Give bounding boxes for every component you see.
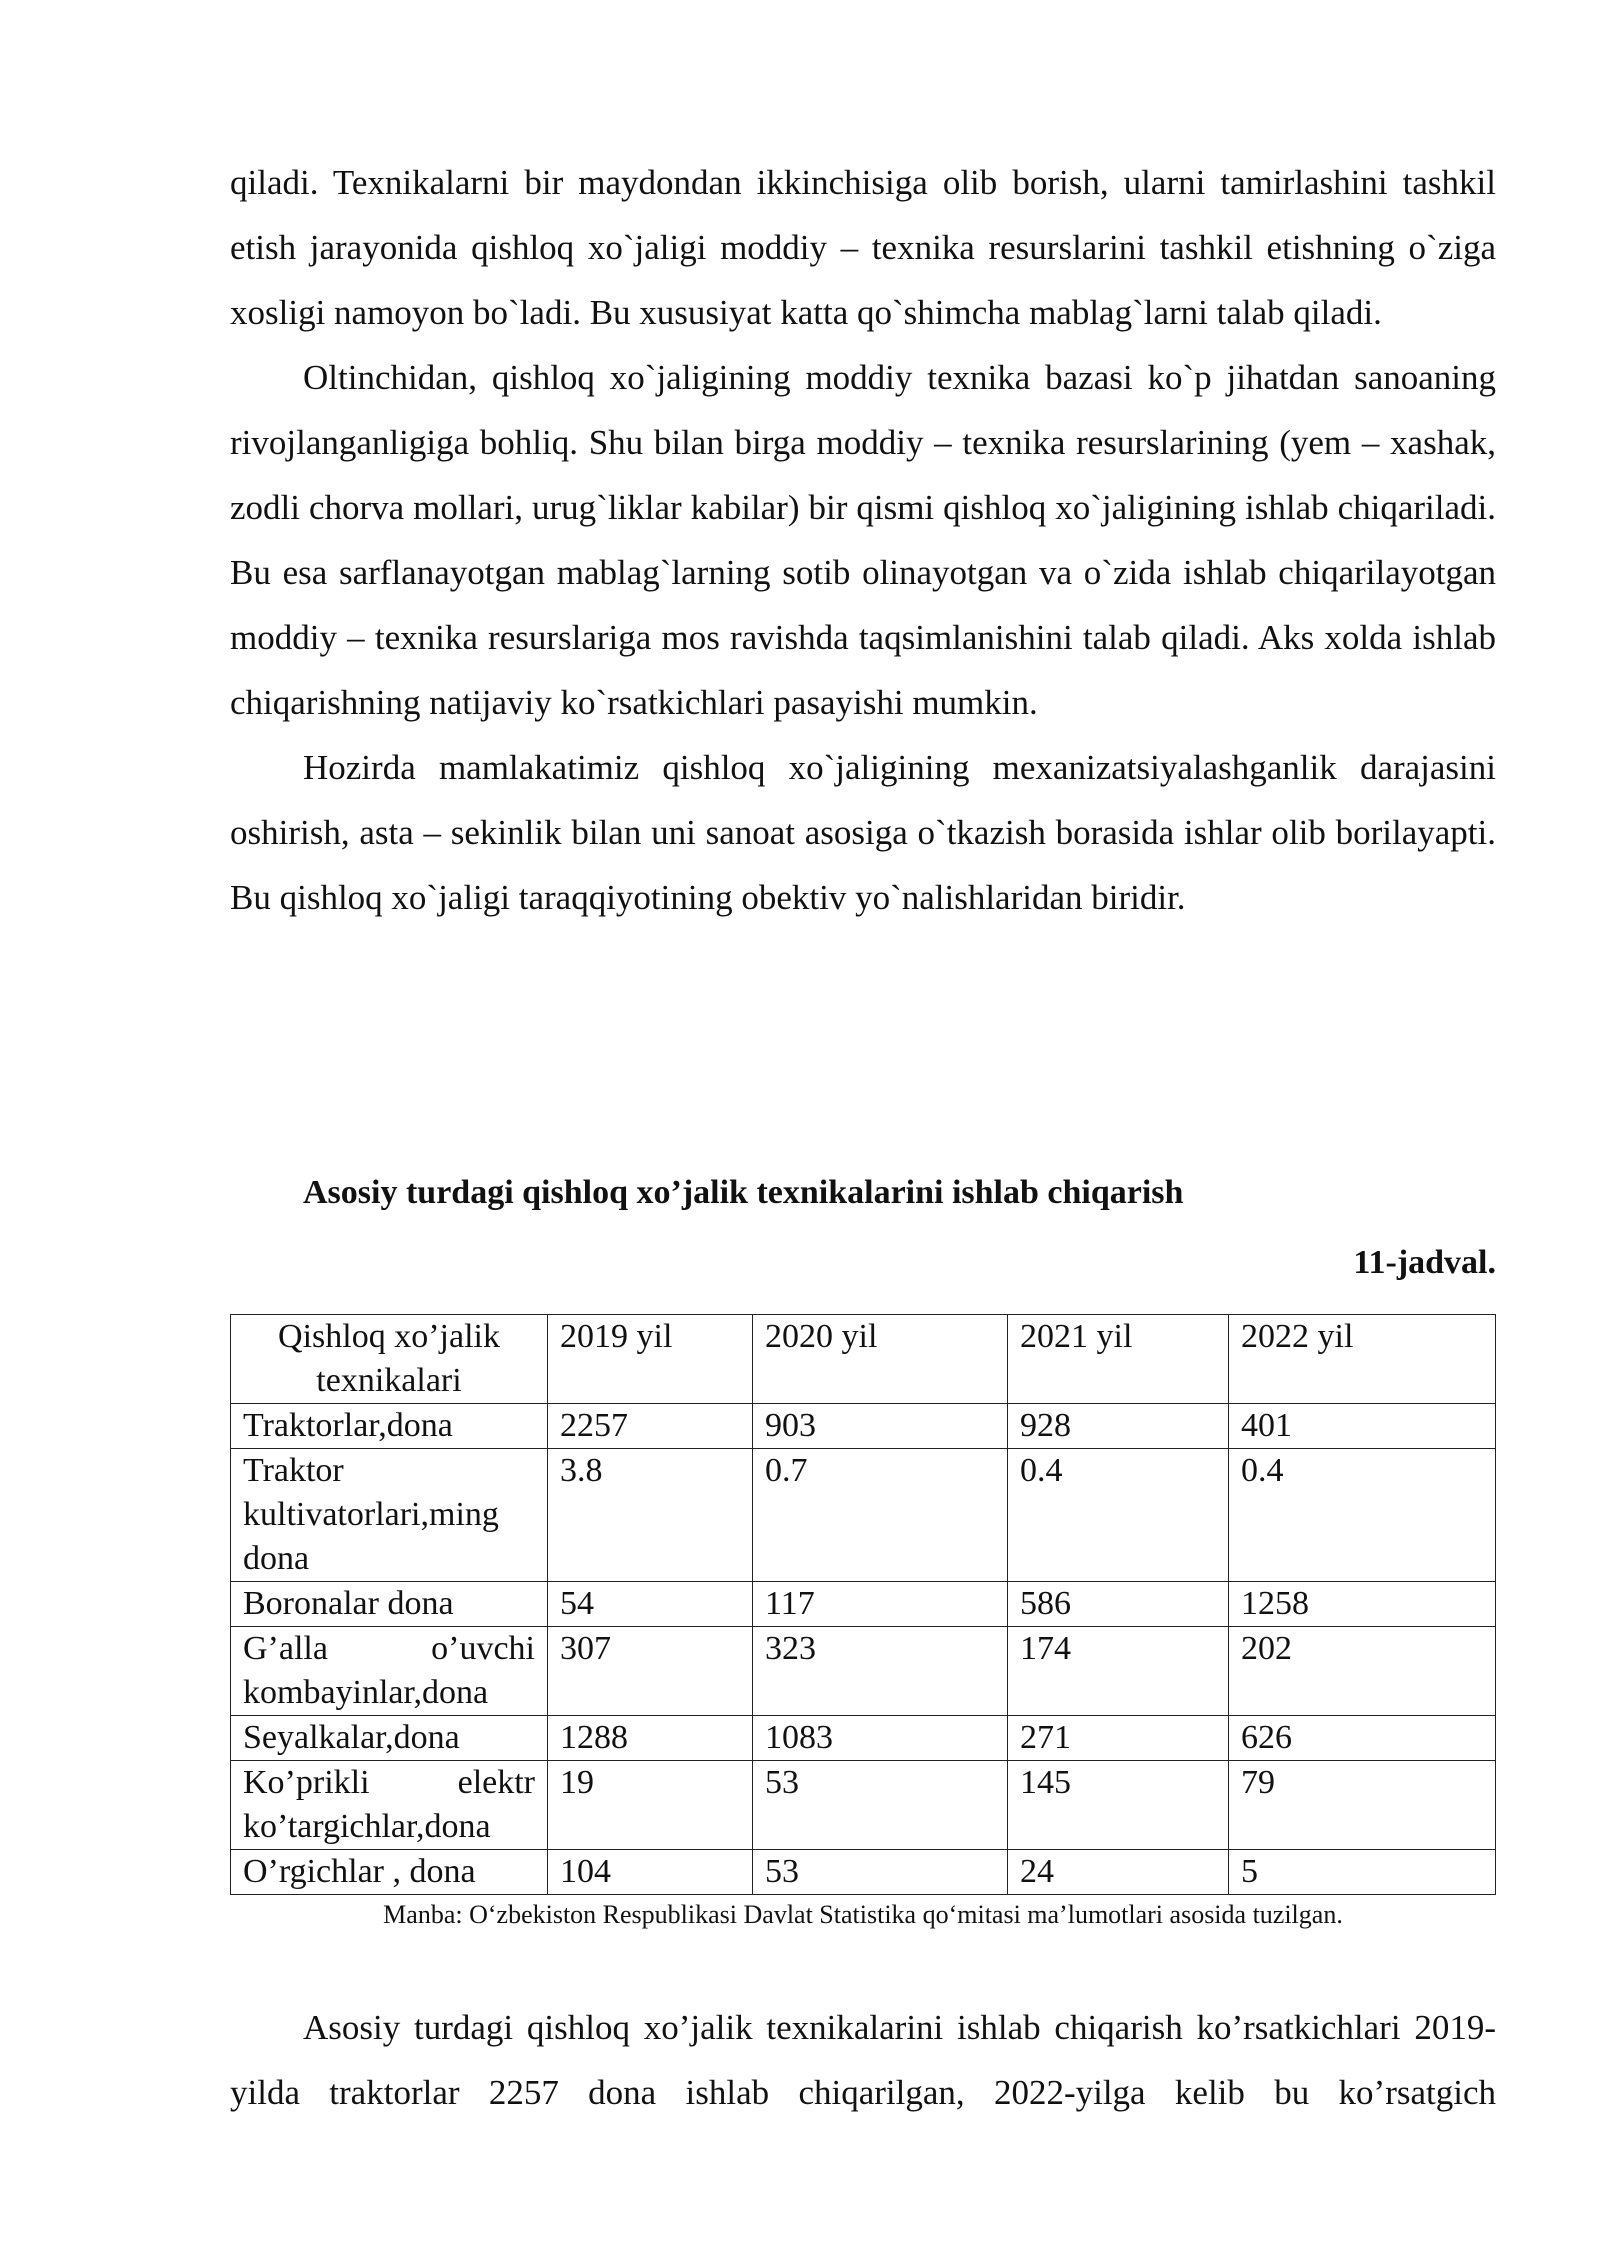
cell-value: 928: [1008, 1404, 1229, 1449]
header-cell-2020: 2020 yil: [753, 1315, 1008, 1404]
paragraph-oltinchidan: Oltinchidan, qishloq xo`jaligining moddiy texnika bazasi ko`p jihatdan sanoaning rivojlanganligiga bohliq. Shu bilan birga moddiy – texnika resurslarining (yem – xashak, zodli chorva mollari, urug`liklar kabilar) bir qismi qishloq xo`jaligining ishlab chiqariladi. Bu esa sarflanayotgan mablag`larning sotib olinayotgan va o`zida ishlab chiqarilayotgan moddiy – texnika resurslariga mos ravishda taqsimlanishini talab qiladi. Aks xolda ishlab chiqarishning natijaviy ko`rsatkichlari pasayishi mumkin.: [230, 358, 1496, 722]
cell-value: 79: [1229, 1761, 1496, 1850]
cell-value: 626: [1229, 1716, 1496, 1761]
cell-value: 271: [1008, 1716, 1229, 1761]
production-table: [230, 1314, 1496, 1895]
cell-value: 1258: [1229, 1582, 1496, 1627]
cell-value: 24: [1008, 1850, 1229, 1895]
cell-value: 53: [753, 1850, 1008, 1895]
cell-value: 19: [548, 1761, 753, 1850]
document-page: [230, 150, 1496, 2112]
row-label: Traktorlar,dona: [231, 1404, 548, 1449]
header-cell-2021: 2021 yil: [1008, 1315, 1229, 1404]
paragraph-continuation: qiladi. Texnikalarni bir maydondan ikkinchisiga olib borish, ularni tamirlashini tashkil etish jarayonida qishloq xo`jaligi moddiy – texnika resurslarini tashkil etishning o`ziga xosligi namoyon bo`ladi. Bu xususiyat katta qo`shimcha mablag`larni talab qiladi.: [230, 163, 1496, 332]
cell-value: 145: [1008, 1761, 1229, 1850]
table-row: [231, 1716, 1496, 1761]
row-label: Boronalar dona: [231, 1582, 548, 1627]
cell-value: 2257: [548, 1404, 753, 1449]
cell-value: 104: [548, 1850, 753, 1895]
table-label: 11-jadval.: [1353, 1244, 1496, 1281]
table-row: [231, 1449, 1496, 1582]
after-table-section: [230, 1995, 1496, 2125]
row-label: G’alla o’uvchi kombayinlar,dona: [231, 1627, 548, 1716]
cell-value: 1288: [548, 1716, 753, 1761]
cell-value: 903: [753, 1404, 1008, 1449]
cell-value: 307: [548, 1627, 753, 1716]
cell-value: 117: [753, 1582, 1008, 1627]
cell-value: 54: [548, 1582, 753, 1627]
paragraph-asosiy: Asosiy turdagi qishloq xo’jalik texnikalarini ishlab chiqarish ko’rsatkichlari 2019-yilda traktorlar 2257 dona ishlab chiqarilgan, 2022-yilga kelib bu ko’rsatgich: [230, 2008, 1496, 2112]
cell-value: 5: [1229, 1850, 1496, 1895]
table-header-row: [231, 1315, 1496, 1404]
cell-value: 0.4: [1229, 1449, 1496, 1582]
header-cell-category: Qishloq xo’jalik texnikalari: [231, 1315, 548, 1404]
table-row: [231, 1761, 1496, 1850]
table-row: [231, 1627, 1496, 1716]
cell-value: 174: [1008, 1627, 1229, 1716]
table-row: [231, 1850, 1496, 1895]
cell-value: 323: [753, 1627, 1008, 1716]
cell-value: 0.4: [1008, 1449, 1229, 1582]
header-cell-2019: 2019 yil: [548, 1315, 753, 1404]
table-source-note: Manba: O‘zbekiston Respublikasi Davlat Statistika qo‘mitasi ma’lumotlari asosida tuzilgan.: [383, 1900, 1343, 1929]
cell-value: 53: [753, 1761, 1008, 1850]
paragraph-hozirda: Hozirda mamlakatimiz qishloq xo`jaligining mexanizatsiyalashganlik darajasini oshirish, asta – sekinlik bilan uni sanoat asosiga o`tkazish borasida ishlar olib borilayapti. Bu qishloq xo`jaligi taraqqiyotining obektiv yo`nalishlaridan biridir.: [230, 748, 1496, 917]
header-cell-2022: 2022 yil: [1229, 1315, 1496, 1404]
row-label: Traktor kultivatorlari,ming dona: [231, 1449, 548, 1582]
table-row: [231, 1404, 1496, 1449]
row-label: Seyalkalar,dona: [231, 1716, 548, 1761]
table-title: Asosiy turdagi qishloq xo’jalik texnikalarini ishlab chiqarish: [303, 1174, 1184, 1211]
cell-value: 0.7: [753, 1449, 1008, 1582]
row-label: O’rgichlar , dona: [231, 1850, 548, 1895]
cell-value: 1083: [753, 1716, 1008, 1761]
row-label: Ko’prikli elektr ko’targichlar,dona: [231, 1761, 548, 1850]
cell-value: 401: [1229, 1404, 1496, 1449]
cell-value: 586: [1008, 1582, 1229, 1627]
cell-value: 3.8: [548, 1449, 753, 1582]
cell-value: 202: [1229, 1627, 1496, 1716]
table-row: [231, 1582, 1496, 1627]
